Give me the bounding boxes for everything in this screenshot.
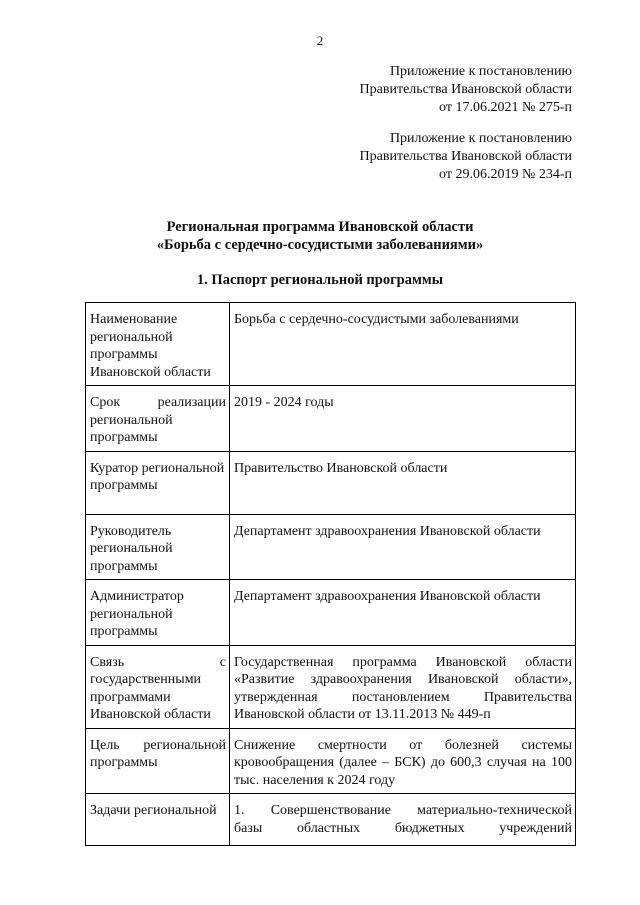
appendix-line: от 29.06.2019 № 234-п	[439, 167, 572, 182]
appendix-line: Правительства Ивановской области	[359, 82, 572, 97]
row-label-line: Цель региональной	[90, 737, 226, 753]
row-value: Снижение смертности от болезней системы кровообращения (далее – БСК) до 600,3 случая на 100 тыс. населения к 2024 году	[230, 728, 576, 794]
table-row	[86, 580, 576, 646]
row-label-line: региональной программы	[90, 412, 173, 445]
row-value: Борьба с сердечно-сосудистыми заболеваниями	[230, 303, 576, 386]
table-row	[86, 645, 576, 728]
row-value: Государственная программа Ивановской области «Развитие здравоохранения Ивановской области», утвержденная постановлением Правительства Ивановской области от 13.11.2013 № 449-п	[230, 645, 576, 728]
row-value: Департамент здравоохранения Ивановской области	[230, 514, 576, 580]
row-label-line: Связь с	[90, 654, 226, 670]
row-value: Правительство Ивановской области	[230, 451, 576, 514]
table-row	[86, 451, 576, 514]
row-label	[86, 386, 230, 452]
appendix-reference-2019	[360, 130, 572, 184]
row-value-line: 1. Совершенствование материально-технической	[234, 803, 572, 818]
row-label-line: Срок реализации	[90, 395, 226, 410]
program-title	[0, 218, 640, 254]
row-label	[86, 728, 230, 794]
row-label	[86, 645, 230, 728]
row-label-line: государственными программами Ивановской области	[90, 672, 211, 722]
row-label: Руководитель региональной программы	[86, 514, 230, 580]
row-value-line: базы областных бюджетных учреждений	[234, 820, 572, 836]
program-title-line: Региональная программа Ивановской области	[166, 219, 474, 235]
row-label: Задачи региональной	[86, 794, 230, 846]
row-label: Куратор региональной программы	[86, 451, 230, 514]
table-row	[86, 514, 576, 580]
table-row	[86, 386, 576, 452]
row-label: Администратор региональной программы	[86, 580, 230, 646]
program-title-line: «Борьба с сердечно-сосудистыми заболеваниями»	[156, 237, 484, 253]
row-value: 2019 - 2024 годы	[230, 386, 576, 452]
appendix-line: Правительства Ивановской области	[359, 149, 572, 164]
appendix-reference-2021	[360, 63, 572, 117]
program-passport-table	[85, 302, 576, 846]
table-row	[86, 794, 576, 846]
section-heading: 1. Паспорт региональной программы	[196, 272, 444, 288]
row-value	[230, 794, 576, 846]
row-value: Департамент здравоохранения Ивановской области	[230, 580, 576, 646]
row-label: Наименование региональной программы Ивановской области	[86, 303, 230, 386]
table-row	[86, 303, 576, 386]
row-label-line: программы	[90, 755, 158, 770]
appendix-line: Приложение к постановлению	[389, 131, 572, 146]
page-number: 2	[316, 33, 324, 48]
appendix-line: Приложение к постановлению	[389, 64, 572, 79]
appendix-line: от 17.06.2021 № 275-п	[439, 100, 572, 115]
table-row	[86, 728, 576, 794]
